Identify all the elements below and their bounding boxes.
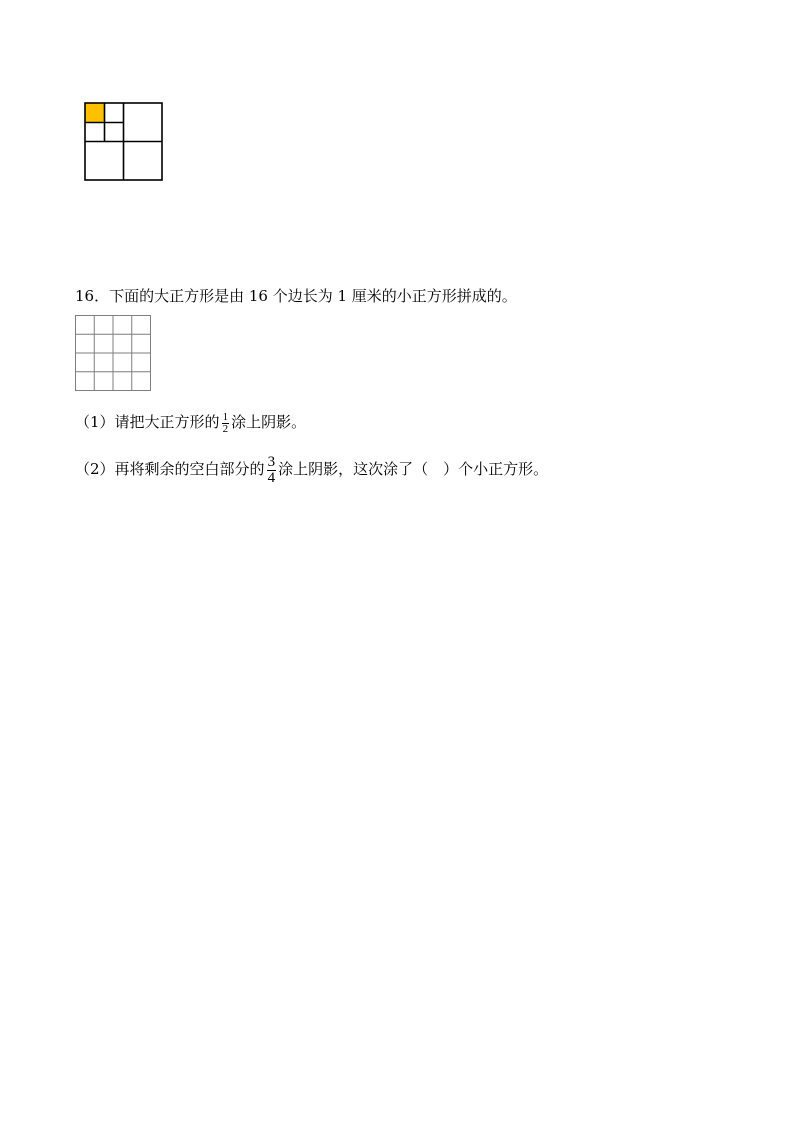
fraction-numerator: 3 — [267, 453, 276, 470]
fraction-denominator: 2 — [222, 422, 229, 435]
part-2-line — [75, 452, 548, 486]
fraction-three-quarters — [267, 455, 277, 486]
part-2-text-after: 涂上阴影，这次涂了（ ）个小正方形。 — [278, 460, 549, 478]
part-2-text-before: 再将剩余的空白部分的 — [114, 460, 265, 478]
part-1-line — [75, 408, 306, 436]
highlighted-small-square — [85, 103, 105, 123]
fraction-numerator: 1 — [222, 410, 229, 423]
fraction-one-half — [222, 412, 230, 435]
question-text: 下面的大正方形是由 16 个边长为 1 厘米的小正方形拼成的。 — [109, 287, 517, 305]
fraction-denominator: 4 — [267, 469, 276, 486]
question-16-stem — [75, 286, 517, 306]
part-2-label: （2） — [75, 460, 115, 478]
part-1-text-after: 涂上阴影。 — [231, 413, 307, 431]
subdivided-square-figure — [84, 102, 164, 182]
part-1-label: （1） — [75, 413, 115, 431]
four-by-four-grid — [75, 315, 152, 392]
question-number: 16． — [75, 287, 110, 305]
part-1-text-before: 请把大正方形的 — [114, 413, 220, 431]
